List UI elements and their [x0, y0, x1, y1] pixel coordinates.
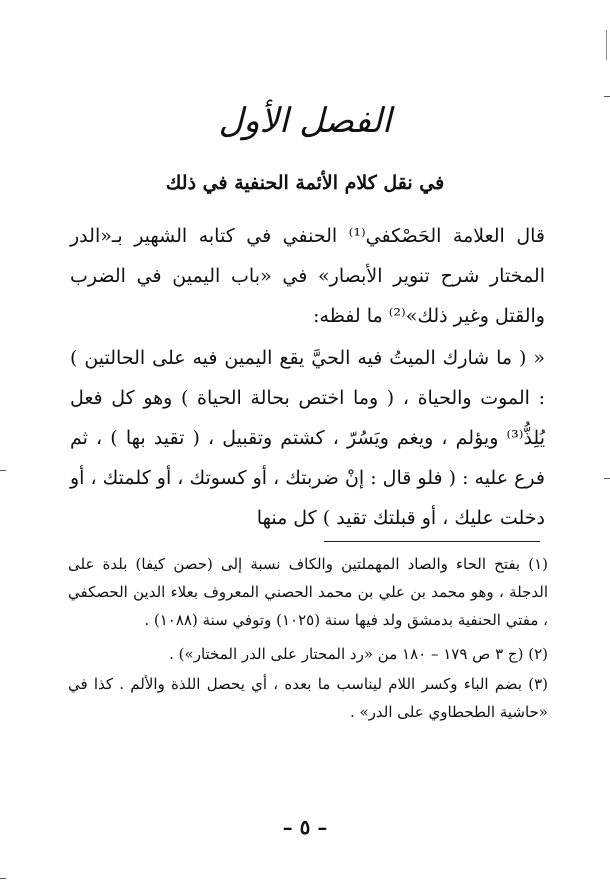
footnote-separator	[324, 541, 540, 542]
footnote-3: (٣) بضم الباء وكسر اللام ليناسب ما بعده ، أي يحصل اللذة والألم . كذا في «حاشية الطحطاوي على الدر» .	[68, 675, 548, 721]
footnotes	[68, 550, 548, 728]
scan-edge-mark	[0, 878, 6, 879]
chapter-title: الفصل الأول	[218, 101, 392, 141]
scan-edge-mark	[604, 478, 610, 479]
scan-edge-line	[606, 30, 607, 60]
footnote-2: (٢) (ج ٣ ص ١٧٩ – ١٨٠ من «رد المحتار على الدر المختار») .	[169, 645, 548, 663]
body-paragraph-1: قال العلامة الحَصْكفي⁽¹⁾ الحنفي في كتابه الشهير بـ«الدر المختار شرح تنوير الأبصار» في «باب اليمين في الضرب والقتل وغير ذلك»⁽²⁾ ما لفظه:	[70, 225, 545, 327]
page-number: – ٥ –	[282, 815, 328, 839]
scan-edge-mark	[0, 470, 6, 471]
body-paragraph-2: « ( ما شارك الميتُ فيه الحيَّ يقع اليمين فيه على الحالتين ) : الموت والحياة ، ( وما اختص بحالة الحياة ) وهو كل فعل يُلِذُّ⁽³⁾ ويؤلم ، ويغم ويَسُرّ ، كشتم وتقبيل ، ( تقيد بها ) ، ثم فرع عليه : ( فلو قال : إنْ ضربتك ، أو كسوتك ، أو كلمتك ، أو دخلت عليك ، أو قبلتك تقيد ) كل منها	[70, 347, 545, 529]
chapter-subtitle: في نقل كلام الأئمة الحنفية في ذلك	[165, 172, 445, 194]
footnote-1: (١) بفتح الحاء والصاد المهملتين والكاف نسبة إلى (حصن كيفا) بلدة على الدجلة ، وهو محمد بن علي بن محمد الحصني المعروف بعلاء الدين الحصكفي ، مفتي الحنفية بدمشق ولد فيها سنة (١٠٢٥) وتوفي سنة (١٠٨٨) .	[68, 555, 548, 629]
